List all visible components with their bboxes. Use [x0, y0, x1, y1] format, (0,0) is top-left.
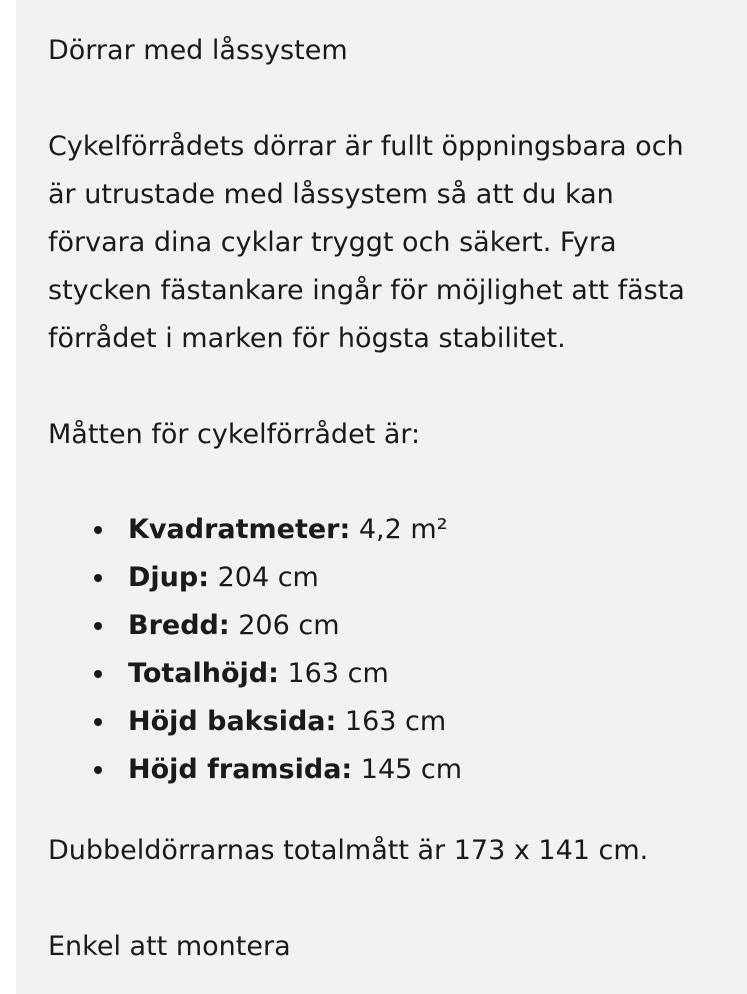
spec-item-depth — [48, 554, 462, 602]
spec-label: Bredd: — [128, 610, 230, 641]
spec-value: 206 cm — [229, 610, 340, 641]
bullet-icon — [94, 526, 102, 534]
spec-value: 204 cm — [209, 562, 319, 593]
spec-value: 4,2 m² — [350, 514, 448, 545]
spec-item-front-height — [48, 746, 462, 794]
spec-label: Höjd framsida: — [128, 754, 353, 785]
dimensions-intro: Måtten för cykelförrådet är: — [48, 419, 421, 450]
section-heading: Dörrar med låssystem — [48, 35, 348, 66]
spec-item-area — [48, 506, 462, 554]
spec-label: Höjd baksida: — [128, 706, 337, 737]
spec-value: 145 cm — [352, 754, 463, 785]
spec-item-total-height — [48, 650, 462, 698]
spec-label: Kvadratmeter: — [128, 514, 351, 545]
bullet-icon — [94, 622, 102, 630]
spec-label: Totalhöjd: — [128, 658, 279, 689]
spec-value: 163 cm — [336, 706, 447, 737]
specs-list — [48, 506, 462, 794]
door-dimensions-text: Dubbeldörrarnas totalmått är 173 x 141 cm. — [48, 835, 649, 866]
bullet-icon — [94, 718, 102, 726]
easy-assembly-heading: Enkel att montera — [48, 931, 291, 962]
spec-item-width — [48, 602, 462, 650]
bullet-icon — [94, 766, 102, 774]
spec-label: Djup: — [128, 562, 210, 593]
bullet-icon — [94, 670, 102, 678]
spec-value: 163 cm — [278, 658, 389, 689]
spec-item-back-height — [48, 698, 462, 746]
bullet-icon — [94, 574, 102, 582]
intro-paragraph: Cykelförrådets dörrar är fullt öppningsbara och är utrustade med låssystem så att du kan förvara dina cyklar tryggt och säkert. Fyra stycken fästankare ingår för möjlighet att fästa förrådet i marken för högsta stabilitet. — [48, 131, 685, 354]
